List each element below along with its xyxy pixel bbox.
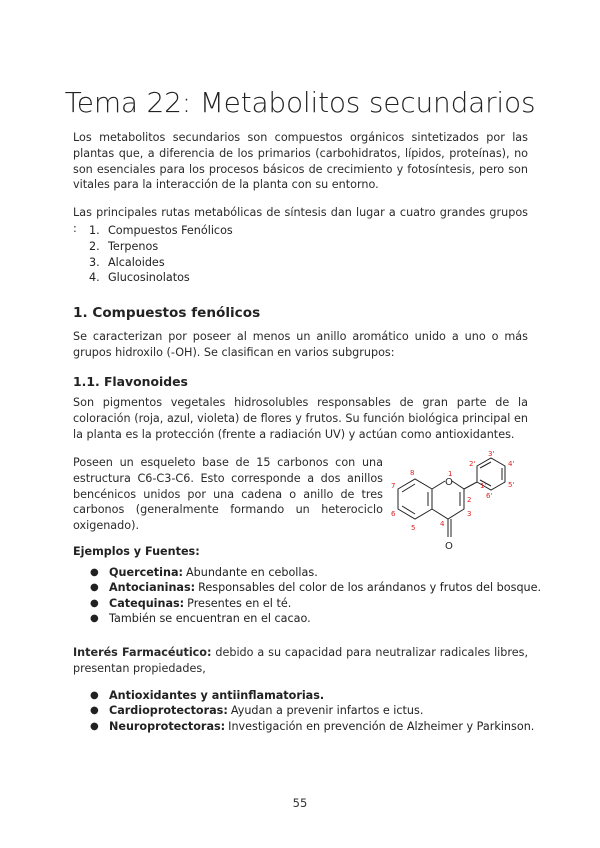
flavonoides-paragraph: Son pigmentos vegetales hidrosolubles responsables de gran parte de la coloración (roja, azul, violeta) de flores y frutos. Su función biológica principal en la planta es la protección (frente a radiación UV) y actúan como antioxidantes. [73, 396, 528, 441]
list-item: 2. Terpenos [89, 239, 159, 253]
flavone-structure-image [388, 450, 528, 558]
atom-number: 4' [508, 460, 515, 468]
section-heading-flavonoides: 1.1. Flavonoides [73, 374, 188, 389]
pharma-paragraph: Interés Farmacéutico: debido a su capacidad para neutralizar radicales libres, presentan propiedades, [73, 646, 529, 675]
list-item: 3. Alcaloides [89, 255, 165, 269]
atom-number: 5 [411, 524, 416, 532]
atom-number: 4 [440, 520, 445, 528]
pharma-list [90, 688, 534, 734]
atom-number: 3 [467, 510, 472, 518]
list-item: ● Catequinas: Presentes en el té. [90, 596, 292, 610]
atom-number: 5' [508, 481, 515, 489]
list-item: ● Antocianinas: Responsables del color de los arándanos y frutos del bosque. [90, 581, 542, 595]
groups-list [89, 223, 233, 286]
list-item: ● Cardioprotectoras: Ayudan a prevenir infartos e ictus. [90, 704, 424, 718]
page-title: Tema 22: Metabolitos secundarios [64, 86, 536, 119]
list-item: ● Antioxidantes y antiinflamatorias. [90, 689, 325, 702]
atom-number: 6 [391, 510, 396, 518]
pharma-label: Interés Farmacéutico: [73, 646, 212, 659]
section-heading-compuestos-fenolicos: 1. Compuestos fenólicos [73, 305, 261, 321]
atom-number: 8 [410, 469, 415, 477]
examples-list [90, 565, 541, 626]
atom-number: 2 [467, 496, 472, 504]
skeleton-paragraph: Poseen un esqueleto base de 15 carbonos con una estructura C6-C3-C6. Esto corresponde a dos anillos bencénicos unidos por una cadena o anillo de tres carbonos (generalmente formando un heterociclo oxigenado). [73, 456, 383, 533]
atom-number: 7 [391, 482, 396, 490]
oxygen-ring-label: O [445, 477, 453, 488]
atom-number: 1 [448, 470, 453, 478]
atom-number: 6' [486, 492, 493, 500]
section1-paragraph: Se caracterizan por poseer al menos un anillo aromático unido a uno o más grupos hidroxilo (-OH). Se clasifican en varios subgrupos: [73, 330, 528, 359]
examples-heading: Ejemplos y Fuentes: [73, 545, 200, 558]
list-item: 4. Glucosinolatos [89, 271, 190, 285]
atom-number: 1' [480, 482, 487, 490]
oxygen-carbonyl-label: O [445, 541, 453, 552]
page-number: 55 [292, 796, 308, 810]
list-item: ● Quercetina: Abundante en cebollas. [90, 566, 318, 579]
atom-number: 3' [488, 450, 495, 458]
list-item: ● Neuroprotectoras: Investigación en prevención de Alzheimer y Parkinson. [90, 719, 535, 733]
intro-paragraph: Los metabolitos secundarios son compuestos orgánicos sintetizados por las plantas que, a diferencia de los primarios (carbohidratos, lípidos, proteínas), no son esenciales para los procesos básicos de crecimiento y fotosíntesis, pero son vitales para la interacción de la planta con su entorno. [73, 131, 528, 192]
list-item: ● También se encuentran en el cacao. [90, 611, 311, 625]
routes-intro: Las principales rutas metabólicas de síntesis dan lugar a cuatro grandes grupos : [73, 206, 528, 235]
list-item: 1. Compuestos Fenólicos [89, 224, 233, 237]
atom-number: 2' [469, 460, 476, 468]
